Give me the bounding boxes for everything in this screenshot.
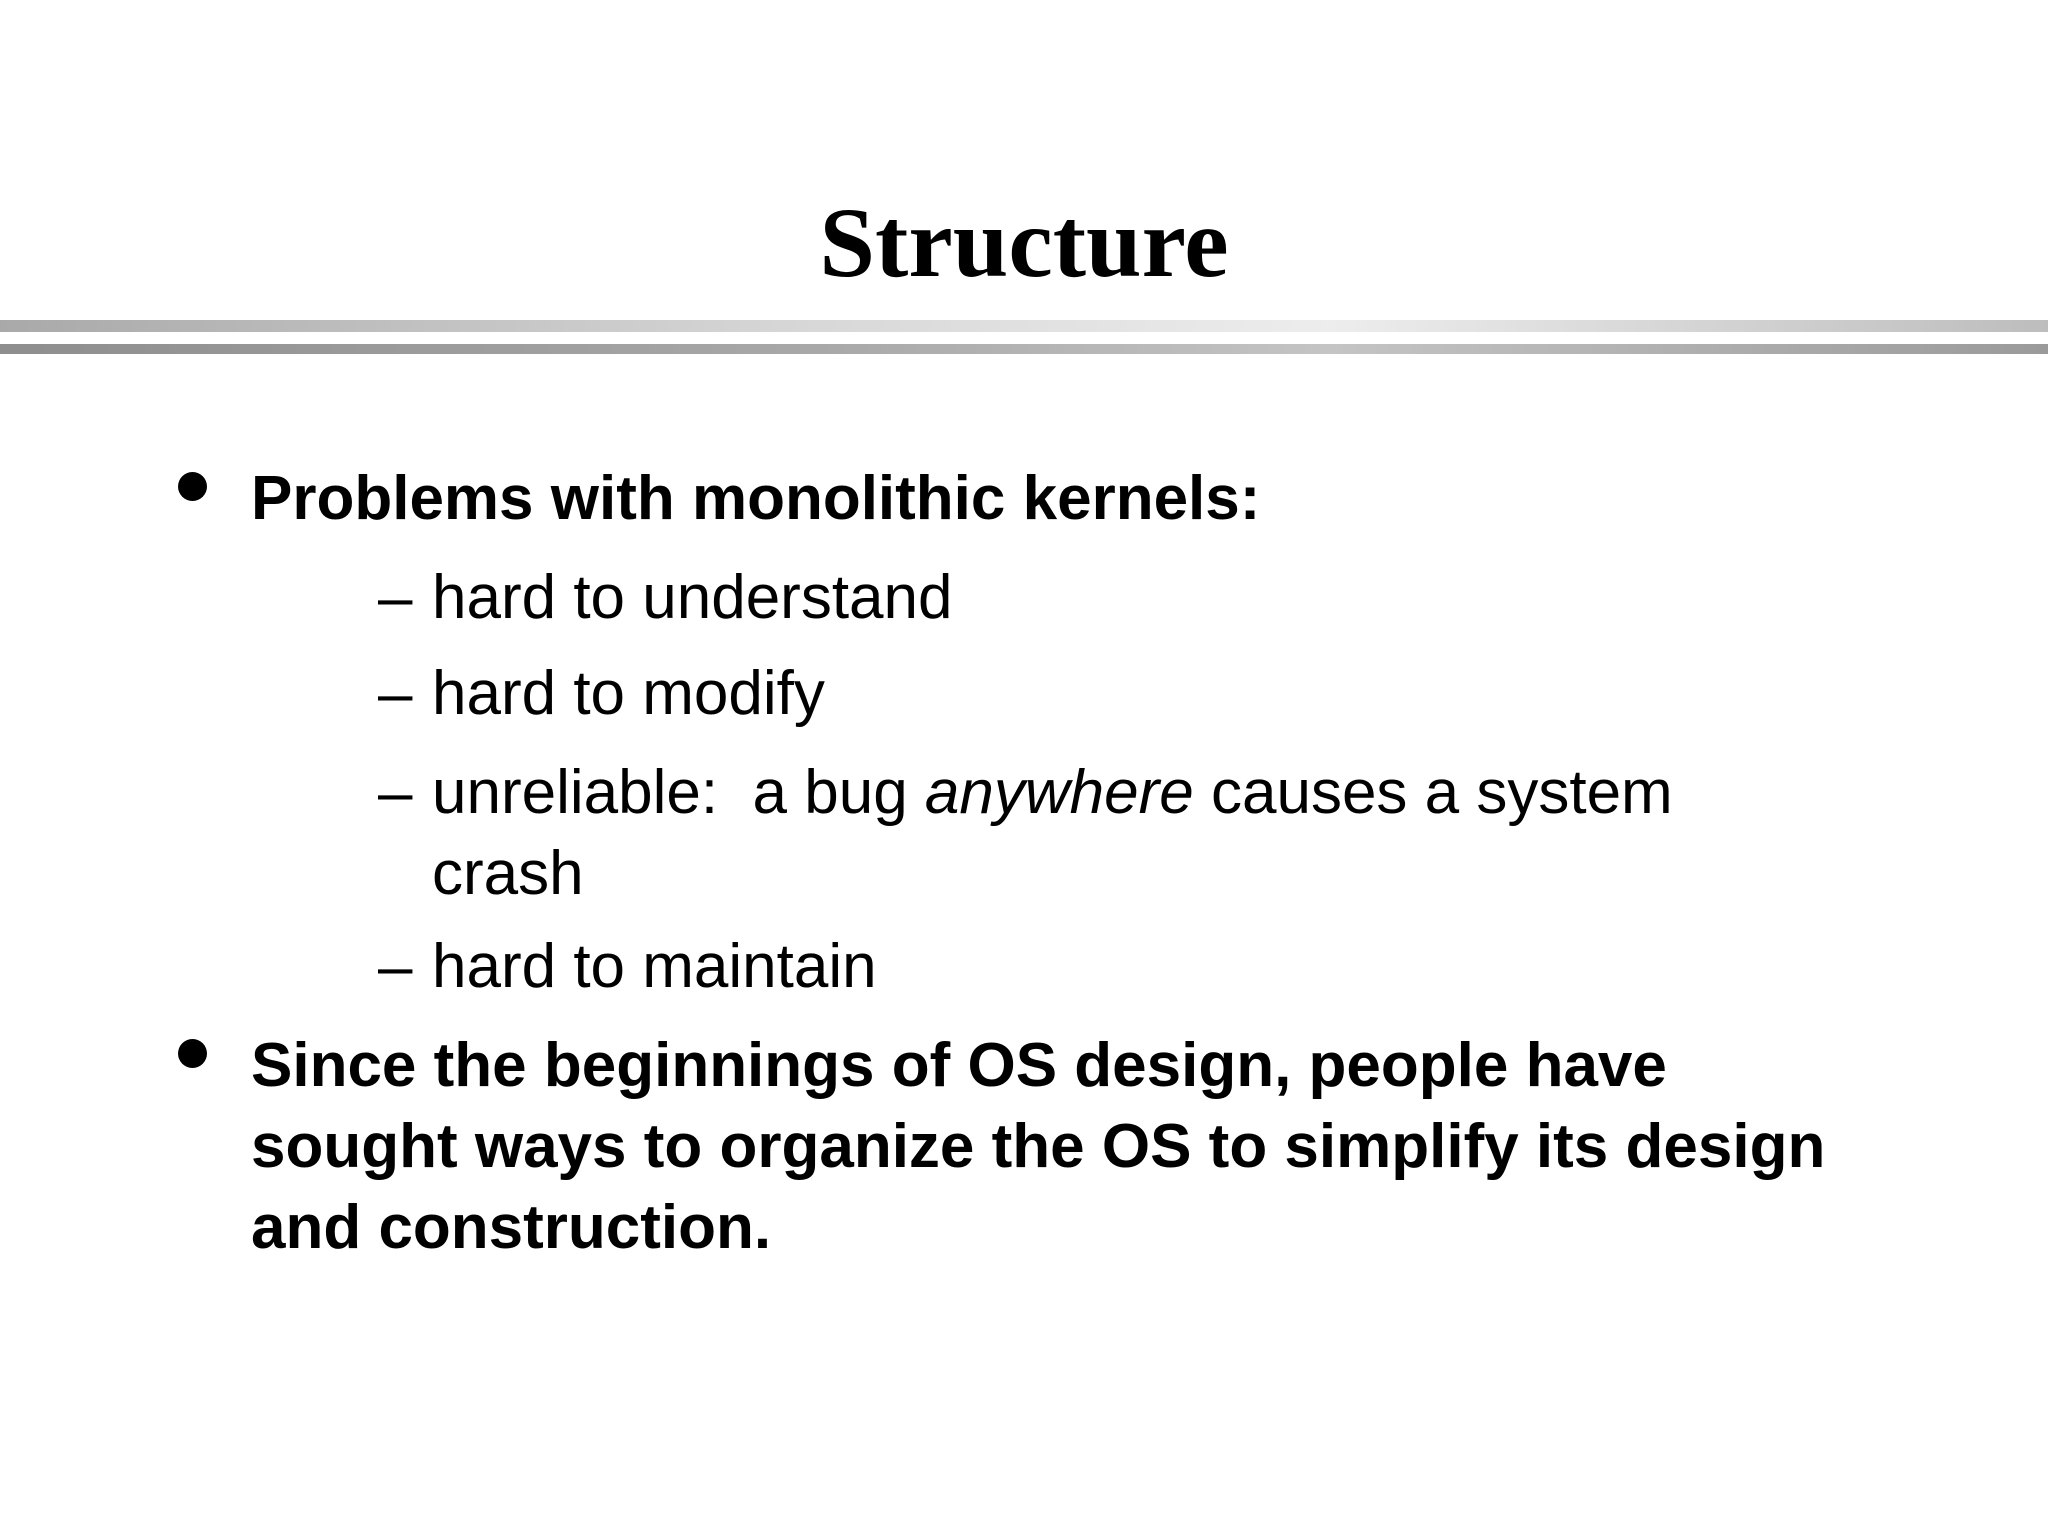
sub-text-part: unreliable: a bug: [432, 758, 925, 827]
dash-marker: –: [378, 932, 413, 1001]
bullet-point-icon: [178, 472, 207, 501]
bullet-text: Since the beginnings of OS design, people have sought ways to organize the OS to simplify its design and construction.: [251, 1031, 1826, 1262]
sub-list-item: [378, 926, 1878, 1007]
sub-list-item-text: hard to modify: [432, 659, 825, 728]
sub-list-item-text: hard to maintain: [432, 932, 877, 1001]
title-divider-top: [0, 320, 2048, 332]
emphasized-word: anywhere: [924, 758, 1194, 827]
dash-marker: –: [378, 758, 413, 827]
dash-marker: –: [378, 563, 413, 632]
sub-text-part: causes a system crash: [432, 758, 1673, 908]
sub-list-item: [378, 653, 1878, 734]
bullet-text: Problems with monolithic kernels:: [251, 464, 1261, 533]
sub-list-item-text: hard to understand: [432, 563, 953, 632]
sub-list-item: [378, 752, 1828, 914]
sub-list-item-text: [432, 752, 1828, 914]
dash-marker: –: [378, 659, 413, 728]
slide-title: Structure: [819, 187, 1229, 298]
sub-list-item: [378, 557, 1878, 638]
bullet-point-icon: [178, 1039, 207, 1068]
title-divider-bottom: [0, 344, 2048, 354]
